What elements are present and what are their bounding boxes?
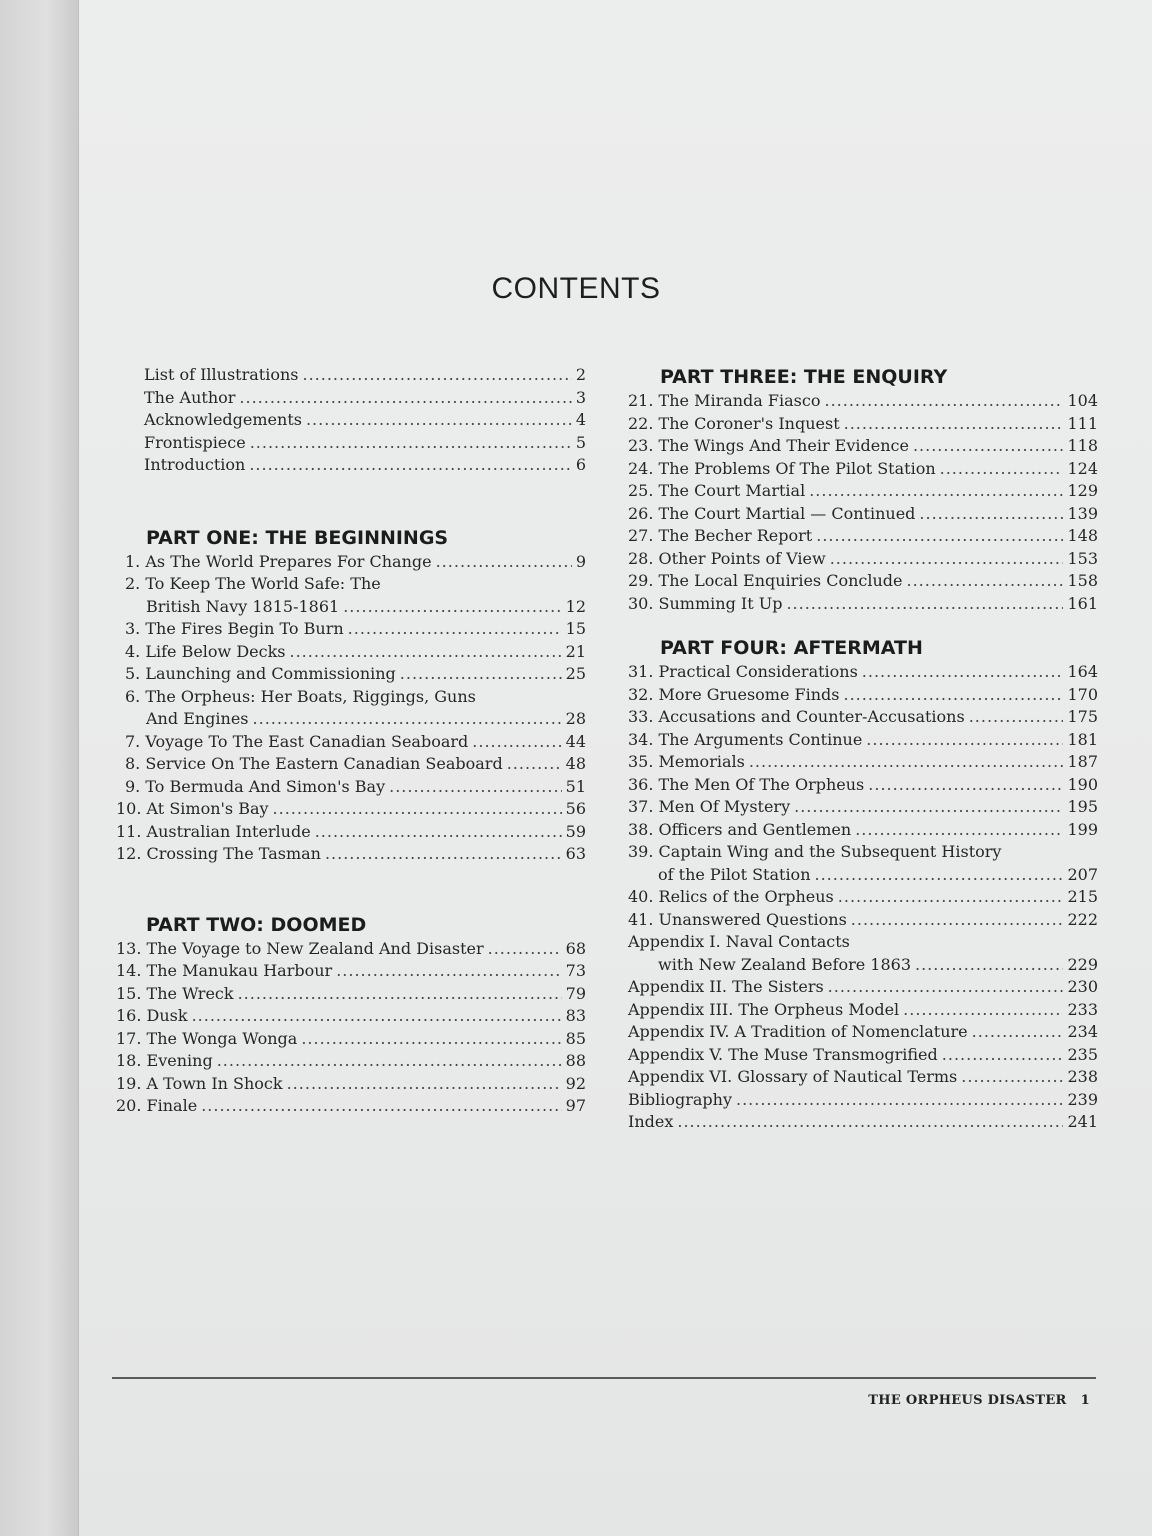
toc-entry: 11. Australian Interlude ..... 59 — [116, 821, 586, 844]
toc-entry: List of Illustrations ..... 2 — [144, 364, 586, 387]
toc-entry: 29. The Local Enquiries Conclude ..... 158 — [628, 570, 1098, 593]
toc-entry: 25. The Court Martial ..... 129 — [628, 480, 1098, 503]
part-one-section — [116, 525, 586, 866]
toc-entry: 10. At Simon's Bay ..... 56 — [116, 798, 586, 821]
toc-entry: 8. Service On The Eastern Canadian Seaboard ..... 48 — [116, 753, 586, 776]
toc-entry: 39. Captain Wing and the Subsequent History — [628, 842, 1002, 861]
toc-entry: Appendix III. The Orpheus Model ..... 233 — [628, 999, 1098, 1022]
toc-entry: 9. To Bermuda And Simon's Bay ..... 51 — [116, 776, 586, 799]
toc-entry: 22. The Coroner's Inquest ..... 111 — [628, 413, 1098, 436]
toc-entry: 19. A Town In Shock ..... 92 — [116, 1073, 586, 1096]
toc-left-column — [116, 364, 586, 1118]
page-title: CONTENTS — [491, 272, 661, 305]
toc-entry: 23. The Wings And Their Evidence ..... 118 — [628, 435, 1098, 458]
toc-entry: 27. The Becher Report ..... 148 — [628, 525, 1098, 548]
toc-entry: 34. The Arguments Continue ..... 181 — [628, 729, 1098, 752]
toc-entry: 26. The Court Martial — Continued ..... 139 — [628, 503, 1098, 526]
toc-entry: Introduction ..... 6 — [144, 454, 586, 477]
toc-entry: 7. Voyage To The East Canadian Seaboard ..... 44 — [116, 731, 586, 754]
toc-entry: And Engines ..... 28 — [116, 708, 586, 731]
toc-entry: 20. Finale ..... 97 — [116, 1095, 586, 1118]
toc-entry: 30. Summing It Up ..... 161 — [628, 593, 1098, 616]
running-footer — [868, 1393, 1090, 1408]
toc-entry: 21. The Miranda Fiasco ..... 104 — [628, 390, 1098, 413]
toc-entry: British Navy 1815-1861 ..... 12 — [116, 596, 586, 619]
part-one-heading: PART ONE: THE BEGINNINGS — [146, 526, 449, 549]
toc-entry: Appendix II. The Sisters ..... 230 — [628, 976, 1098, 999]
toc-entry: 3. The Fires Begin To Burn ..... 15 — [116, 618, 586, 641]
toc-entry: 5. Launching and Commissioning ..... 25 — [116, 663, 586, 686]
toc-entry: Appendix VI. Glossary of Nautical Terms ..... 238 — [628, 1066, 1098, 1089]
toc-entry: 28. Other Points of View ..... 153 — [628, 548, 1098, 571]
toc-entry: 16. Dusk ..... 83 — [116, 1005, 586, 1028]
toc-entry: 2. To Keep The World Safe: The — [125, 574, 381, 593]
toc-entry: 36. The Men Of The Orpheus ..... 190 — [628, 774, 1098, 797]
part-four-section — [628, 635, 1098, 1134]
toc-entry: Index ..... 241 — [628, 1111, 1098, 1134]
toc-entry: 33. Accusations and Counter-Accusations ..... 175 — [628, 706, 1098, 729]
toc-entry: with New Zealand Before 1863 ..... 229 — [628, 954, 1098, 977]
front-matter-list — [116, 364, 586, 477]
running-title: THE ORPHEUS DISASTER — [868, 1393, 1067, 1408]
part-two-section — [116, 912, 586, 1118]
toc-entry: 13. The Voyage to New Zealand And Disaster ..... 68 — [116, 938, 586, 961]
toc-entry: 18. Evening ..... 88 — [116, 1050, 586, 1073]
footer-rule — [112, 1377, 1096, 1379]
toc-entry: 32. More Gruesome Finds ..... 170 — [628, 684, 1098, 707]
toc-entry: of the Pilot Station ..... 207 — [628, 864, 1098, 887]
toc-entry: 6. The Orpheus: Her Boats, Riggings, Guns — [125, 686, 476, 706]
toc-entry: 17. The Wonga Wonga ..... 85 — [116, 1028, 586, 1051]
toc-entry: Bibliography ..... 239 — [628, 1089, 1098, 1112]
toc-entry: Appendix V. The Muse Transmogrified ..... 235 — [628, 1044, 1098, 1067]
toc-entry: 12. Crossing The Tasman ..... 63 — [116, 843, 586, 866]
toc-entry: Appendix IV. A Tradition of Nomenclature ..... 234 — [628, 1021, 1098, 1044]
toc-entry: 1. As The World Prepares For Change ..... 9 — [116, 551, 586, 574]
book-gutter — [0, 0, 79, 1536]
toc-right-column — [628, 364, 1098, 1134]
toc-entry: 35. Memorials ..... 187 — [628, 751, 1098, 774]
part-three-section — [628, 364, 1098, 615]
part-three-heading: PART THREE: THE ENQUIRY — [660, 366, 948, 388]
toc-entry: 15. The Wreck ..... 79 — [116, 983, 586, 1006]
toc-entry: 41. Unanswered Questions ..... 222 — [628, 909, 1098, 932]
toc-entry: 40. Relics of the Orpheus ..... 215 — [628, 886, 1098, 909]
page-number: 1 — [1080, 1393, 1090, 1408]
toc-entry: 37. Men Of Mystery ..... 195 — [628, 796, 1098, 819]
toc-entry: Appendix I. Naval Contacts — [628, 932, 850, 951]
toc-entry: 24. The Problems Of The Pilot Station ..... 124 — [628, 458, 1098, 481]
toc-entry: The Author ..... 3 — [144, 387, 586, 410]
toc-entry: 14. The Manukau Harbour ..... 73 — [116, 960, 586, 983]
part-two-heading: PART TWO: DOOMED — [146, 913, 367, 936]
toc-entry: 4. Life Below Decks ..... 21 — [116, 641, 586, 664]
part-four-heading: PART FOUR: AFTERMATH — [660, 637, 923, 659]
toc-entry: Frontispiece ..... 5 — [144, 432, 586, 455]
toc-entry: Acknowledgements ..... 4 — [144, 409, 586, 432]
toc-entry: 31. Practical Considerations ..... 164 — [628, 661, 1098, 684]
toc-entry: 38. Officers and Gentlemen ..... 199 — [628, 819, 1098, 842]
